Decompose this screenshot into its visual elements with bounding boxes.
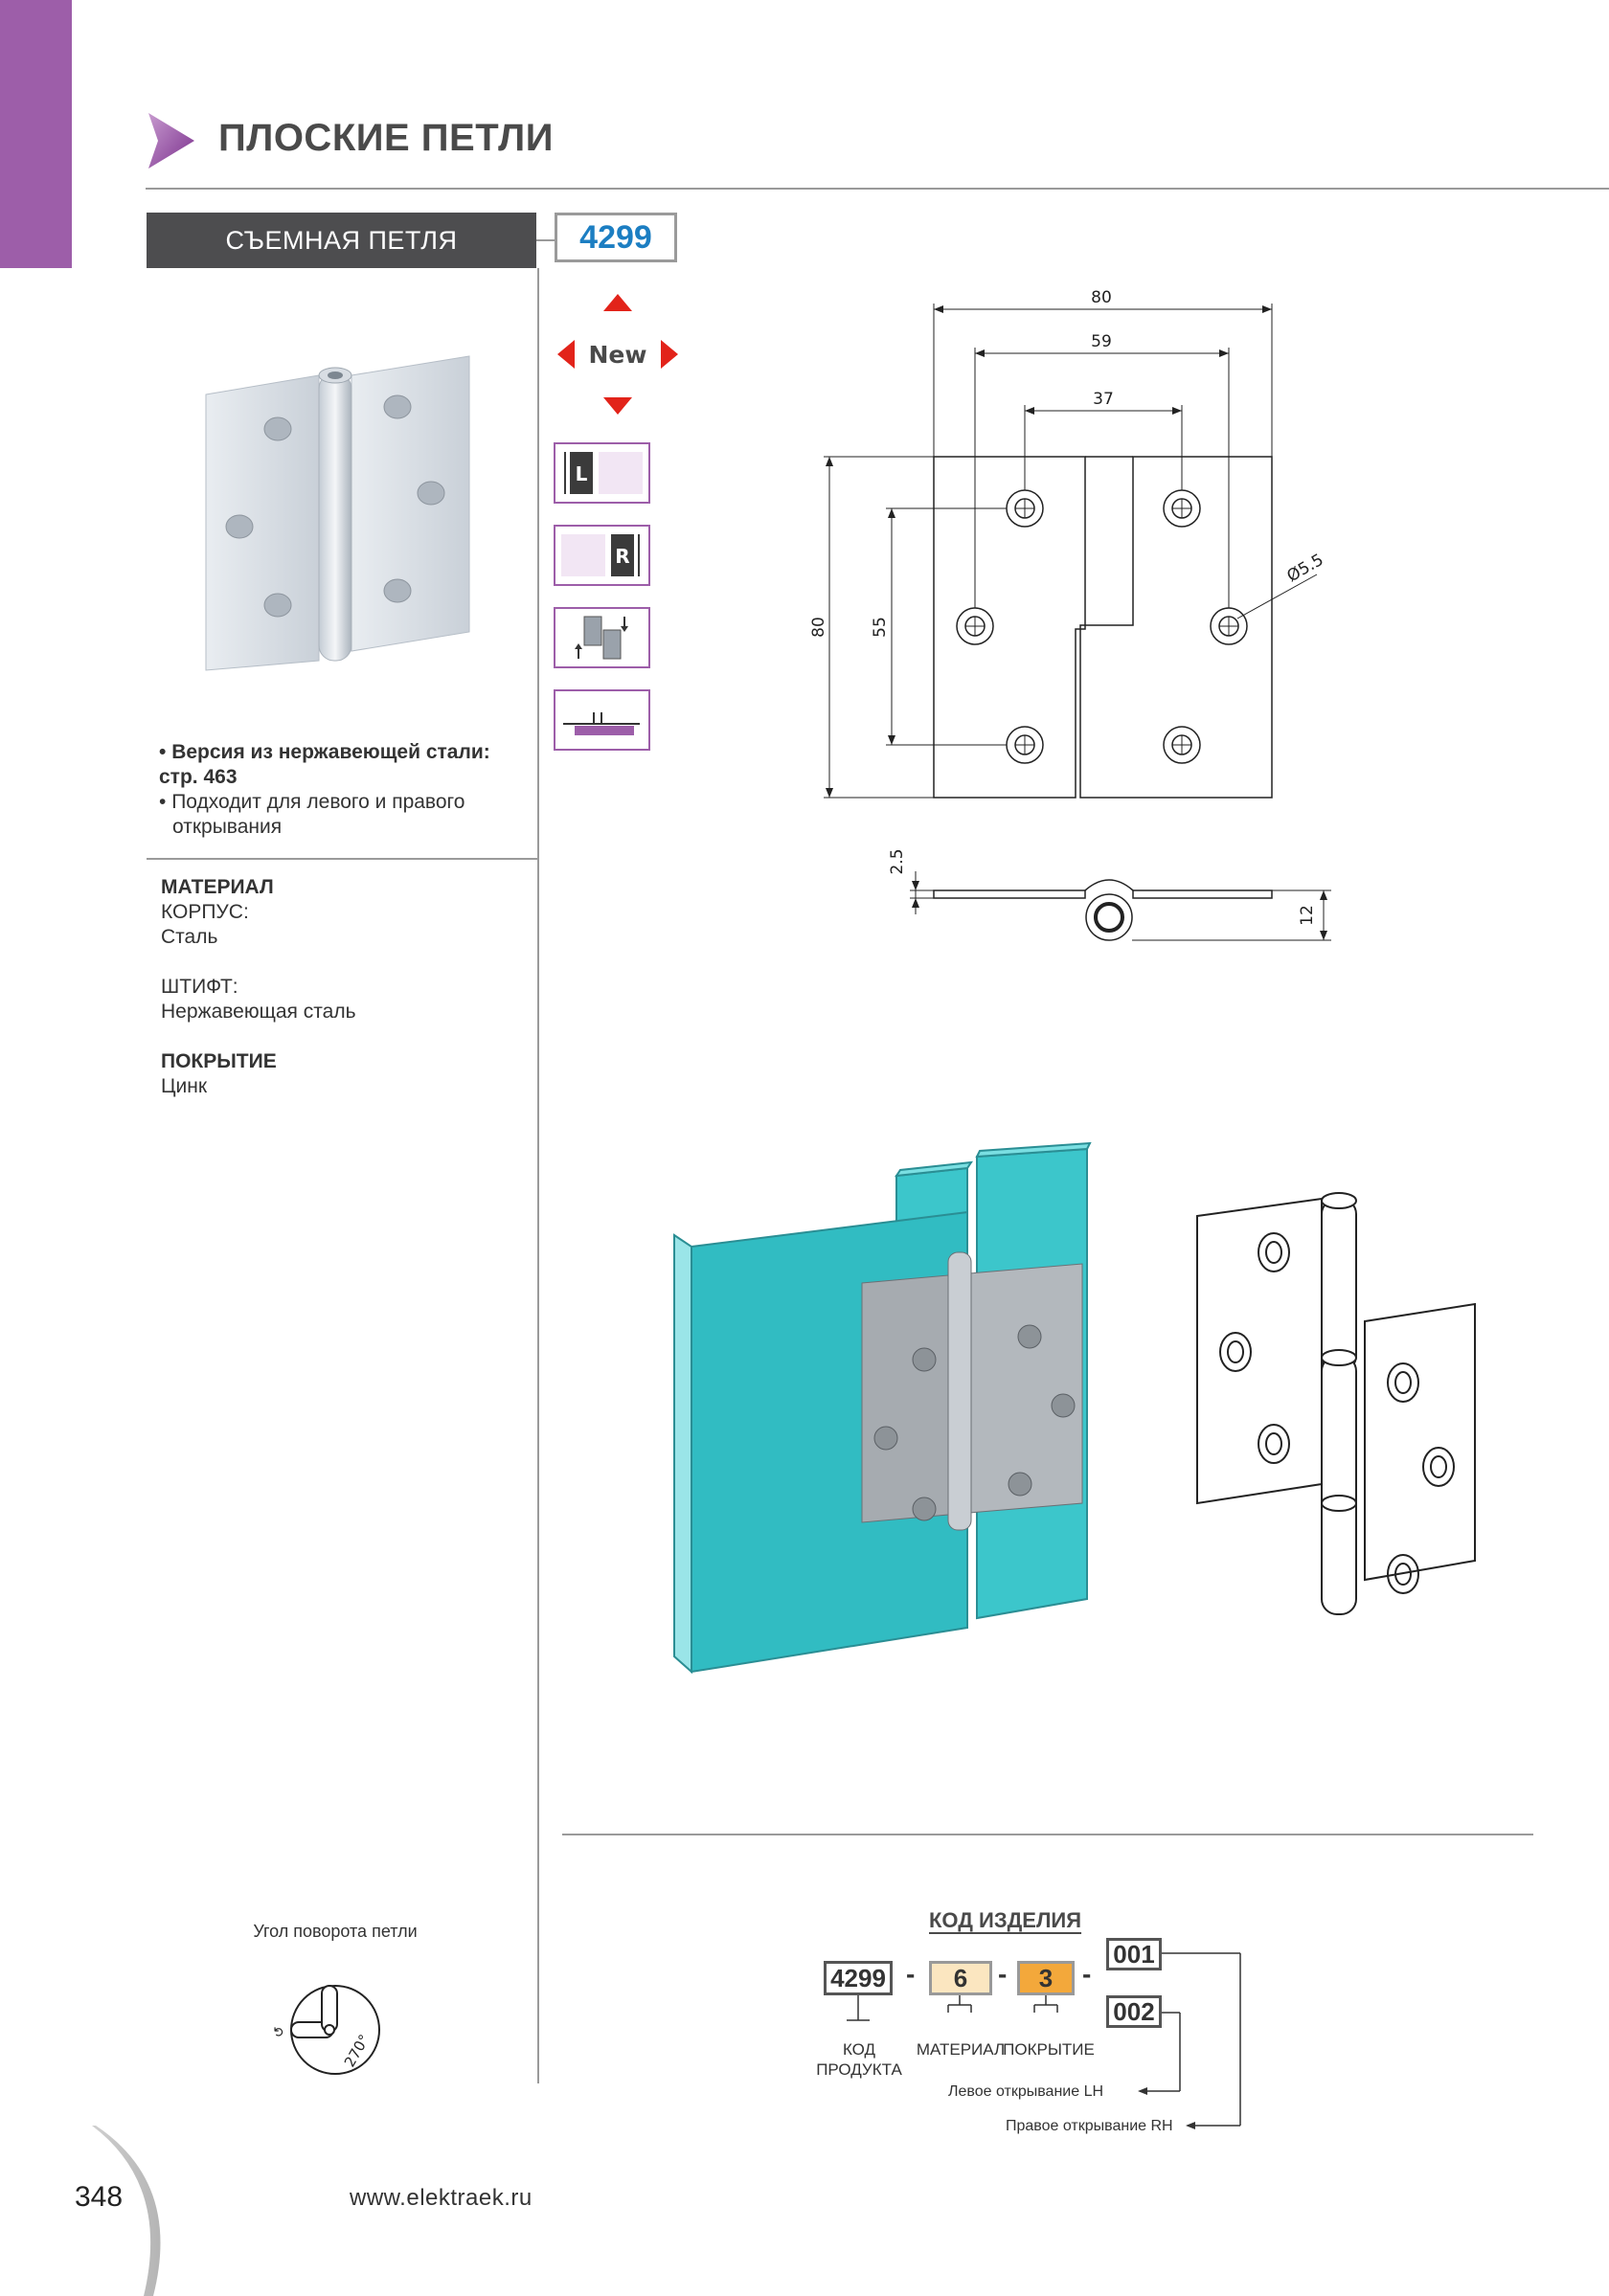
product-code-badge: 4299	[555, 213, 677, 262]
label-lh: Левое открывание LH	[948, 2083, 1104, 2100]
coating-value: Цинк	[161, 1075, 208, 1097]
feature-notes: • Версия из нержавеющей стали: стр. 463 • Подходит для левого и правого открывания	[159, 741, 490, 838]
title-divider	[146, 188, 1609, 190]
pin-value: Нержавеющая сталь	[161, 1001, 356, 1023]
dim-knuckle: 12	[1298, 905, 1317, 926]
dim-59: 59	[1091, 332, 1112, 351]
code-variant-lh: 001	[1106, 1938, 1162, 1970]
pin-label: ШТИФТ:	[161, 976, 238, 998]
left-hand-label: L	[575, 462, 588, 485]
stainless-note: Версия из нержавеющей стали:	[171, 741, 490, 763]
label-material: МАТЕРИАЛ	[916, 2040, 1006, 2059]
page-number: 348	[75, 2181, 124, 2213]
notes-divider	[147, 858, 537, 860]
rotation-diagram	[268, 1972, 383, 2087]
label-rh: Правое открывание RH	[1006, 2118, 1173, 2134]
left-hand-icon	[554, 442, 650, 504]
application-illustration	[661, 1139, 1121, 1685]
liftoff-icon	[554, 607, 650, 668]
code-dash-2: -	[998, 1959, 1008, 1989]
label-product-line2: ПРОДУКТА	[816, 2060, 902, 2079]
page-title: ПЛОСКИЕ ПЕТЛИ	[218, 117, 554, 159]
dim-55: 55	[871, 617, 890, 638]
label-coating: ПОКРЫТИЕ	[1003, 2040, 1095, 2059]
order-code-title: КОД ИЗДЕЛИЯ	[929, 1908, 1082, 1932]
material-block	[161, 875, 525, 1099]
label-product	[812, 2039, 906, 2080]
dim-height-80: 80	[809, 617, 828, 638]
technical-drawing	[795, 278, 1350, 967]
new-badge-label: New	[588, 341, 647, 369]
hinge-lineart	[1188, 1187, 1494, 1676]
new-badge-icon	[555, 292, 680, 416]
rotation-angle: 270°	[340, 2031, 374, 2070]
right-hand-icon	[554, 525, 650, 586]
coating-heading: ПОКРЫТИЕ	[161, 1050, 277, 1072]
material-heading: МАТЕРИАЛ	[161, 876, 274, 898]
body-value: Сталь	[161, 926, 218, 948]
body-label: КОРПУС:	[161, 901, 249, 923]
code-coating: 3	[1017, 1961, 1075, 1995]
code-dash-3: -	[1082, 1959, 1092, 1989]
dim-thickness: 2.5	[888, 848, 907, 875]
hinge-photo	[196, 354, 484, 680]
dim-37: 37	[1093, 390, 1114, 409]
code-dash-1: -	[906, 1959, 916, 1989]
connector-line	[536, 239, 555, 241]
title-arrow-icon	[148, 113, 194, 169]
dim-width-80: 80	[1091, 288, 1112, 307]
svg-text:↺: ↺	[272, 2026, 287, 2037]
code-variant-rh: 002	[1106, 1995, 1162, 2028]
rotation-label: Угол поворота петли	[253, 1922, 418, 1941]
dim-hole-diameter: Ø5.5	[1283, 550, 1327, 587]
code-material: 6	[929, 1961, 992, 1995]
fits-note: Подходит для левого и правого открывания	[171, 791, 465, 838]
section-title: СЪЕМНАЯ ПЕТЛЯ	[147, 213, 536, 268]
label-product-line1: КОД	[842, 2040, 876, 2059]
column-divider	[537, 268, 539, 2083]
code-product: 4299	[824, 1961, 893, 1995]
right-hand-label: R	[615, 545, 630, 568]
website-link[interactable]: www.elektraek.ru	[350, 2185, 533, 2211]
stainless-page-ref: стр. 463	[159, 766, 238, 788]
mounting-icon	[554, 689, 650, 751]
side-tab	[0, 0, 72, 268]
order-divider	[562, 1834, 1533, 1835]
